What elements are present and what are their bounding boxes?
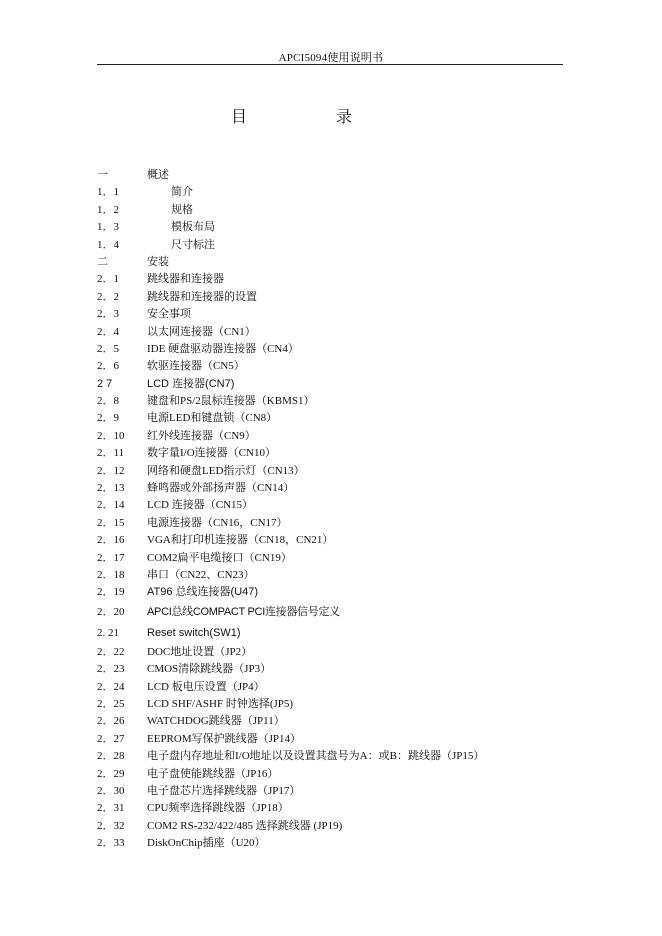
- toc-entry-title: CMOS清除跳线器（JP3）: [147, 663, 272, 676]
- toc-entry[interactable]: [97, 644, 617, 661]
- toc-entry-number: 2．15: [97, 516, 125, 529]
- page-title-char-2: 录: [336, 109, 353, 126]
- toc-entry-number: 2．17: [97, 551, 125, 564]
- toc-entry-title: COM2 RS-232/422/485 选择跳线器 (JP19): [147, 819, 343, 832]
- toc-entry-number: 2．6: [97, 360, 119, 373]
- toc-entry-number: 二: [97, 255, 108, 268]
- toc-entry[interactable]: [97, 271, 617, 288]
- toc-entry[interactable]: [97, 800, 617, 817]
- toc-entry[interactable]: [97, 202, 617, 219]
- toc-entry-title: 电子盘使能跳线器（JP16）: [147, 767, 279, 780]
- toc-entry-title: LCD SHF/ASHF 时钟选择(JP5): [147, 697, 294, 710]
- toc-entry-title: 电源LED和键盘锁（CN8）: [147, 412, 278, 425]
- toc-entry[interactable]: [97, 696, 617, 713]
- toc-entry-title: 简介: [171, 186, 193, 199]
- toc-entry-number: 2．1: [97, 273, 119, 286]
- toc-entry-number: 2．31: [97, 802, 125, 815]
- toc-entry-title: 串口（CN22、CN23）: [147, 568, 255, 581]
- toc-entry-number: 2．10: [97, 429, 125, 442]
- toc-entry-number: 2．22: [97, 645, 125, 658]
- table-of-contents: [97, 167, 617, 852]
- toc-entry-title: LCD 板电压设置（JP4）: [147, 680, 265, 693]
- toc-entry[interactable]: [97, 766, 617, 783]
- toc-entry[interactable]: [97, 376, 617, 393]
- toc-entry-title: 安装: [147, 255, 169, 268]
- toc-entry[interactable]: [97, 731, 617, 748]
- toc-entry-title: Reset switch(SW1): [147, 626, 241, 639]
- toc-entry-title: 电子盘内存地址和I/O地址以及设置其盘号为A：或B：跳线器（JP15）: [147, 750, 485, 763]
- toc-entry[interactable]: [97, 219, 617, 236]
- toc-entry[interactable]: [97, 324, 617, 341]
- toc-entry-title: 蜂鸣器或外部扬声器（CN14）: [147, 482, 295, 495]
- toc-entry-number: 2．32: [97, 819, 125, 832]
- toc-entry-number: 2．4: [97, 325, 119, 338]
- toc-entry-number: 1．2: [97, 203, 119, 216]
- toc-entry-number: 1．3: [97, 221, 119, 234]
- toc-entry[interactable]: [97, 532, 617, 549]
- toc-entry-number: 2．13: [97, 482, 125, 495]
- toc-entry[interactable]: [97, 463, 617, 480]
- toc-entry[interactable]: [97, 584, 617, 601]
- toc-entry-title: 红外线连接器（CN9）: [147, 429, 256, 442]
- toc-entry[interactable]: [97, 393, 617, 410]
- toc-entry-number: 2．19: [97, 586, 125, 599]
- toc-entry[interactable]: [97, 515, 617, 532]
- toc-entry[interactable]: [97, 550, 617, 567]
- toc-entry[interactable]: [97, 341, 617, 358]
- toc-entry-number: 2．29: [97, 767, 125, 780]
- toc-entry-number: 2．24: [97, 680, 125, 693]
- toc-entry-title: IDE 硬盘驱动器连接器（CN4）: [147, 342, 299, 355]
- toc-entry[interactable]: [97, 679, 617, 696]
- toc-entry-number: 2．26: [97, 715, 125, 728]
- toc-entry-title: 规格: [171, 203, 193, 216]
- toc-entry-number: 2．9: [97, 412, 119, 425]
- toc-entry[interactable]: [97, 254, 617, 271]
- toc-entry[interactable]: [97, 428, 617, 445]
- toc-entry-title: 跳线器和连接器: [147, 273, 224, 286]
- toc-entry-title: 网络和硬盘LED指示灯（CN13）: [147, 464, 305, 477]
- toc-entry-title: VGA和打印机连接器（CN18，CN21）: [147, 534, 334, 547]
- toc-entry-number: 2．14: [97, 499, 125, 512]
- toc-entry[interactable]: [97, 818, 617, 835]
- toc-entry-number: 2．30: [97, 784, 125, 797]
- toc-entry-title: 以太网连接器（CN1）: [147, 325, 256, 338]
- toc-entry-title: EEPROM写保护跳线器（JP14）: [147, 732, 302, 745]
- toc-entry-title: 键盘和PS/2鼠标连接器（KBMS1）: [147, 395, 315, 408]
- toc-entry-title: AT96 总线连接器(U47): [147, 586, 259, 599]
- toc-entry-number: 2．28: [97, 750, 125, 763]
- header-rule: [97, 64, 563, 65]
- toc-entry-title: 安全事项: [147, 308, 191, 321]
- toc-entry-number: 2．8: [97, 395, 119, 408]
- page-title: [0, 104, 662, 126]
- page-title-char-1: 目: [231, 109, 248, 126]
- toc-entry-number: 2．27: [97, 732, 125, 745]
- toc-entry-number: 1．4: [97, 238, 119, 251]
- toc-entry-number: 2．25: [97, 697, 125, 710]
- toc-entry[interactable]: [97, 358, 617, 375]
- toc-entry-title: 尺寸标注: [171, 238, 215, 251]
- toc-entry[interactable]: [97, 289, 617, 306]
- toc-entry-number: 2．33: [97, 837, 125, 850]
- toc-entry[interactable]: [97, 480, 617, 497]
- toc-entry-title: APCI总线COMPACT PCI连接器信号定义: [147, 605, 340, 618]
- toc-entry-number: 1．1: [97, 186, 119, 199]
- toc-entry[interactable]: [97, 602, 617, 623]
- toc-entry[interactable]: [97, 445, 617, 462]
- toc-entry[interactable]: [97, 835, 617, 852]
- toc-entry[interactable]: [97, 410, 617, 427]
- toc-entry[interactable]: [97, 184, 617, 201]
- toc-entry-title: LCD 连接器（CN15）: [147, 499, 254, 512]
- toc-entry-title: DOC地址设置（JP2）: [147, 645, 253, 658]
- toc-entry-number: 2．20: [97, 605, 125, 618]
- toc-entry[interactable]: [97, 306, 617, 323]
- toc-entry-title: 电源连接器（CN16，CN17）: [147, 516, 288, 529]
- toc-entry-title: 概述: [147, 169, 169, 181]
- toc-entry-title: 跳线器和连接器的设置: [147, 290, 257, 303]
- toc-entry-title: 模板布局: [171, 221, 215, 234]
- toc-entry[interactable]: [97, 497, 617, 514]
- toc-entry[interactable]: [97, 783, 617, 800]
- toc-entry-title: LCD 连接器(CN7): [147, 377, 235, 390]
- toc-entry-title: CPU频率选择跳线器（JP18）: [147, 802, 289, 815]
- page-header: APCI5094使用说明书: [278, 52, 384, 64]
- toc-entry-number: 2．11: [97, 447, 125, 460]
- toc-entry-number: 2 7: [97, 377, 113, 390]
- toc-entry[interactable]: [97, 623, 617, 644]
- toc-entry-title: WATCHDOG跳线器（JP11）: [147, 715, 285, 728]
- toc-entry[interactable]: [97, 167, 617, 184]
- toc-entry-number: 2．2: [97, 290, 119, 303]
- toc-entry-title: 数字量I/O连接器（CN10）: [147, 447, 276, 460]
- toc-entry-number: 一: [97, 169, 108, 181]
- toc-entry[interactable]: [97, 713, 617, 730]
- toc-entry-title: DiskOnChip插座（U20）: [147, 837, 266, 850]
- toc-entry[interactable]: [97, 748, 617, 765]
- toc-entry-title: COM2扁平电缆接口（CN19）: [147, 551, 292, 564]
- toc-entry-number: 2．16: [97, 534, 125, 547]
- toc-entry-number: 2．23: [97, 663, 125, 676]
- toc-entry[interactable]: [97, 567, 617, 584]
- toc-entry-number: 2. 21: [97, 626, 119, 639]
- toc-entry-number: 2．3: [97, 308, 119, 321]
- toc-entry-title: 软驱连接器（CN5）: [147, 360, 245, 373]
- toc-entry-number: 2．5: [97, 342, 119, 355]
- toc-entry[interactable]: [97, 661, 617, 678]
- toc-entry[interactable]: [97, 237, 617, 254]
- toc-entry-title: 电子盘芯片选择跳线器（JP17）: [147, 784, 301, 797]
- toc-entry-number: 2．12: [97, 464, 125, 477]
- toc-entry-number: 2．18: [97, 568, 125, 581]
